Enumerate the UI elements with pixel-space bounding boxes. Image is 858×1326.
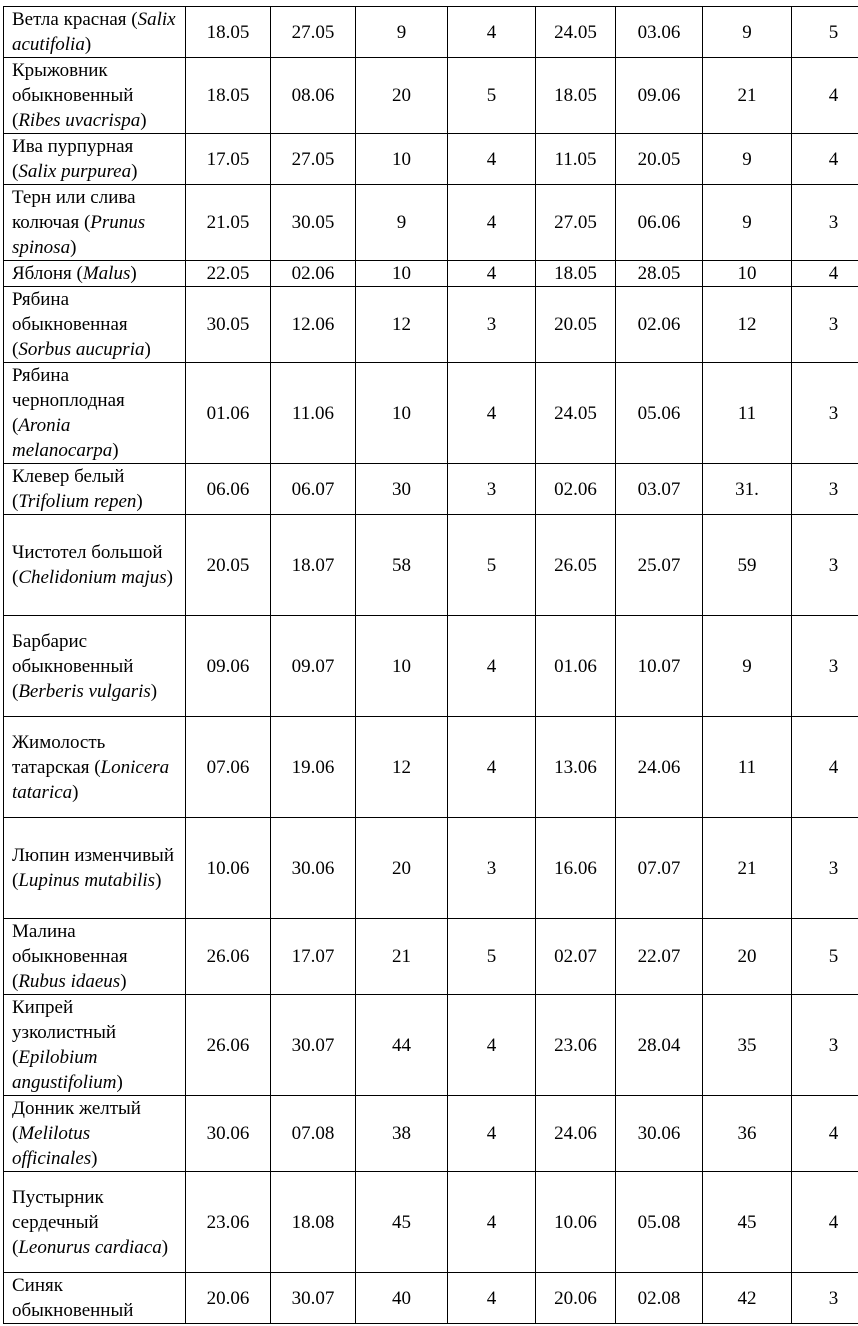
plant-name: Малина обыкновенная	[12, 921, 128, 967]
plant-latin-name: Prunus spinosa	[12, 212, 145, 258]
plant-name-cell: Клевер белый (Trifolium repen)	[4, 464, 186, 515]
plant-latin-name: Lonicera tatarica	[12, 757, 169, 803]
value-cell: 18.05	[536, 58, 616, 134]
plant-name-cell: Люпин изменчивый (Lupinus mutabilis)	[4, 818, 186, 919]
plant-name: Кипрей узколистный	[12, 997, 116, 1043]
value-cell: 3	[792, 185, 858, 261]
value-cell: 30.05	[186, 287, 271, 363]
value-cell: 3	[792, 464, 858, 515]
plant-name-cell: Рябина обыкновенная (Sorbus aucupria)	[4, 287, 186, 363]
table-row	[4, 1096, 858, 1172]
value-cell: 5	[448, 919, 536, 995]
value-cell: 22.07	[616, 919, 703, 995]
plant-name-cell: Барбарис обыкновенный (Berberis vulgaris)	[4, 616, 186, 717]
table-row	[4, 515, 858, 616]
plant-name: Пустырник сердечный	[12, 1187, 104, 1233]
value-cell: 12	[703, 287, 792, 363]
plant-latin-name: Rubus idaeus	[18, 971, 120, 992]
value-cell: 30.06	[271, 818, 356, 919]
plant-name: Жимолость татарская	[12, 732, 105, 778]
value-cell: 42	[703, 1273, 792, 1324]
plant-name: Ветла красная	[12, 9, 127, 30]
plant-name: Терн или слива колючая	[12, 187, 136, 233]
plant-name: Рябина черноплодная	[12, 365, 125, 411]
value-cell: 17.07	[271, 919, 356, 995]
value-cell: 09.07	[271, 616, 356, 717]
value-cell: 24.05	[536, 363, 616, 464]
value-cell: 23.06	[536, 995, 616, 1096]
value-cell: 3	[792, 818, 858, 919]
value-cell: 10	[356, 616, 448, 717]
plant-name-cell: Пустырник сердечный (Leonurus cardiaca)	[4, 1172, 186, 1273]
value-cell: 3	[792, 363, 858, 464]
value-cell: 21	[703, 58, 792, 134]
value-cell: 10	[356, 134, 448, 185]
value-cell: 20	[356, 818, 448, 919]
plant-name-cell: Донник желтый (Melilotus officinales)	[4, 1096, 186, 1172]
plant-latin-name: Berberis vulgaris	[18, 681, 150, 702]
value-cell: 28.05	[616, 261, 703, 287]
value-cell: 4	[792, 134, 858, 185]
value-cell: 12	[356, 717, 448, 818]
plant-name-cell: Кипрей узколистный (Epilobium angustifolium)	[4, 995, 186, 1096]
value-cell: 5	[448, 515, 536, 616]
value-cell: 02.08	[616, 1273, 703, 1324]
plant-name: Донник желтый	[12, 1098, 141, 1119]
value-cell: 9	[703, 7, 792, 58]
plant-name: Люпин изменчивый	[12, 845, 174, 866]
value-cell: 5	[792, 919, 858, 995]
value-cell: 27.05	[271, 7, 356, 58]
value-cell: 07.07	[616, 818, 703, 919]
value-cell: 24.06	[536, 1096, 616, 1172]
plant-latin-name: Melilotus officinales	[12, 1123, 91, 1169]
value-cell: 27.05	[271, 134, 356, 185]
plant-latin-name: Chelidonium majus	[18, 567, 166, 588]
value-cell: 28.04	[616, 995, 703, 1096]
value-cell: 06.06	[186, 464, 271, 515]
plant-latin-name: Salix acutifolia	[12, 9, 176, 55]
value-cell: 27.05	[536, 185, 616, 261]
plant-name-cell: Терн или слива колючая (Prunus spinosa)	[4, 185, 186, 261]
value-cell: 05.08	[616, 1172, 703, 1273]
value-cell: 4	[448, 1172, 536, 1273]
value-cell: 3	[792, 515, 858, 616]
value-cell: 06.07	[271, 464, 356, 515]
value-cell: 19.06	[271, 717, 356, 818]
value-cell: 4	[448, 616, 536, 717]
value-cell: 4	[448, 717, 536, 818]
plant-name-cell: Малина обыкновенная (Rubus idaeus)	[4, 919, 186, 995]
value-cell: 30	[356, 464, 448, 515]
value-cell: 4	[792, 58, 858, 134]
value-cell: 3	[792, 287, 858, 363]
table-row	[4, 363, 858, 464]
value-cell: 45	[356, 1172, 448, 1273]
plant-name: Барбарис обыкновенный	[12, 631, 133, 677]
value-cell: 36	[703, 1096, 792, 1172]
value-cell: 38	[356, 1096, 448, 1172]
value-cell: 24.05	[536, 7, 616, 58]
value-cell: 03.06	[616, 7, 703, 58]
value-cell: 59	[703, 515, 792, 616]
value-cell: 25.07	[616, 515, 703, 616]
value-cell: 4	[448, 134, 536, 185]
table-row	[4, 995, 858, 1096]
plant-name: Рябина обыкновенная	[12, 289, 128, 335]
value-cell: 3	[448, 464, 536, 515]
value-cell: 09.06	[616, 58, 703, 134]
plant-name: Чистотел большой	[12, 542, 163, 563]
table-row	[4, 919, 858, 995]
value-cell: 11	[703, 363, 792, 464]
value-cell: 30.05	[271, 185, 356, 261]
value-cell: 20	[356, 58, 448, 134]
value-cell: 10	[356, 363, 448, 464]
value-cell: 31.	[703, 464, 792, 515]
value-cell: 44	[356, 995, 448, 1096]
plant-latin-name: Aronia melanocarpa	[12, 415, 112, 461]
value-cell: 4	[448, 1273, 536, 1324]
plant-name-cell: Ветла красная (Salix acutifolia)	[4, 7, 186, 58]
value-cell: 01.06	[536, 616, 616, 717]
value-cell: 9	[703, 185, 792, 261]
value-cell: 11.05	[536, 134, 616, 185]
value-cell: 4	[792, 1172, 858, 1273]
value-cell: 09.06	[186, 616, 271, 717]
value-cell: 4	[448, 7, 536, 58]
value-cell: 21	[703, 818, 792, 919]
table-row	[4, 616, 858, 717]
value-cell: 13.06	[536, 717, 616, 818]
value-cell: 12	[356, 287, 448, 363]
table-row	[4, 818, 858, 919]
value-cell: 02.06	[616, 287, 703, 363]
value-cell: 20.05	[616, 134, 703, 185]
value-cell: 3	[792, 1273, 858, 1324]
value-cell: 03.07	[616, 464, 703, 515]
value-cell: 45	[703, 1172, 792, 1273]
value-cell: 5	[792, 7, 858, 58]
value-cell: 20.05	[186, 515, 271, 616]
value-cell: 40	[356, 1273, 448, 1324]
plant-name: Клевер белый	[12, 466, 124, 487]
plant-name: Ива пурпурная	[12, 136, 133, 157]
value-cell: 18.05	[186, 58, 271, 134]
plant-latin-name: Salix purpurea	[18, 161, 131, 182]
value-cell: 01.06	[186, 363, 271, 464]
value-cell: 30.06	[186, 1096, 271, 1172]
value-cell: 4	[448, 185, 536, 261]
plant-latin-name: Leonurus cardiaca	[18, 1237, 161, 1258]
value-cell: 20.05	[536, 287, 616, 363]
value-cell: 02.06	[536, 464, 616, 515]
value-cell: 10.06	[186, 818, 271, 919]
value-cell: 4	[792, 261, 858, 287]
value-cell: 20.06	[186, 1273, 271, 1324]
value-cell: 4	[448, 261, 536, 287]
plant-name-cell: Жимолость татарская (Lonicera tatarica)	[4, 717, 186, 818]
value-cell: 10	[703, 261, 792, 287]
plant-name: Крыжовник обыкновенный	[12, 60, 133, 106]
value-cell: 21.05	[186, 185, 271, 261]
value-cell: 12.06	[271, 287, 356, 363]
value-cell: 06.06	[616, 185, 703, 261]
plant-latin-name: Lupinus mutabilis	[18, 870, 155, 891]
value-cell: 9	[356, 185, 448, 261]
table-row	[4, 464, 858, 515]
plant-name: Яблоня	[12, 263, 72, 284]
value-cell: 18.05	[186, 7, 271, 58]
phenology-table	[3, 6, 858, 1324]
value-cell: 4	[792, 1096, 858, 1172]
value-cell: 10	[356, 261, 448, 287]
plant-latin-name: Sorbus aucupria	[18, 339, 144, 360]
value-cell: 4	[448, 995, 536, 1096]
value-cell: 05.06	[616, 363, 703, 464]
value-cell: 18.08	[271, 1172, 356, 1273]
value-cell: 5	[448, 58, 536, 134]
value-cell: 21	[356, 919, 448, 995]
plant-latin-name: Malus	[83, 263, 131, 284]
table-row	[4, 185, 858, 261]
plant-name-cell: Яблоня (Malus)	[4, 261, 186, 287]
value-cell: 20	[703, 919, 792, 995]
value-cell: 3	[448, 287, 536, 363]
table-row	[4, 1172, 858, 1273]
value-cell: 26.06	[186, 995, 271, 1096]
plant-name-cell: Рябина черноплодная (Aronia melanocarpa)	[4, 363, 186, 464]
value-cell: 30.06	[616, 1096, 703, 1172]
plant-latin-name: Epilobium angustifolium	[12, 1047, 117, 1093]
value-cell: 4	[448, 363, 536, 464]
table-row	[4, 717, 858, 818]
value-cell: 3	[448, 818, 536, 919]
value-cell: 30.07	[271, 1273, 356, 1324]
table-body	[4, 7, 858, 1324]
table-row	[4, 1273, 858, 1324]
plant-name-cell	[4, 1273, 186, 1324]
value-cell: 26.05	[536, 515, 616, 616]
value-cell: 23.06	[186, 1172, 271, 1273]
plant-latin-name: Trifolium repen	[18, 491, 136, 512]
value-cell: 22.05	[186, 261, 271, 287]
value-cell: 35	[703, 995, 792, 1096]
value-cell: 24.06	[616, 717, 703, 818]
plant-name-cell: Крыжовник обыкновенный (Ribes uvacrispa)	[4, 58, 186, 134]
value-cell: 07.06	[186, 717, 271, 818]
value-cell: 9	[703, 134, 792, 185]
table-row	[4, 7, 858, 58]
value-cell: 3	[792, 995, 858, 1096]
value-cell: 16.06	[536, 818, 616, 919]
value-cell: 17.05	[186, 134, 271, 185]
value-cell: 18.05	[536, 261, 616, 287]
value-cell: 11	[703, 717, 792, 818]
table-row	[4, 261, 858, 287]
value-cell: 18.07	[271, 515, 356, 616]
value-cell: 9	[703, 616, 792, 717]
plant-latin-name: Ribes uvacrispa	[18, 110, 140, 131]
value-cell: 9	[356, 7, 448, 58]
value-cell: 11.06	[271, 363, 356, 464]
value-cell: 10.06	[536, 1172, 616, 1273]
value-cell: 07.08	[271, 1096, 356, 1172]
plant-name-cell: Ива пурпурная (Salix purpurea)	[4, 134, 186, 185]
value-cell: 4	[448, 1096, 536, 1172]
value-cell: 02.07	[536, 919, 616, 995]
value-cell: 02.06	[271, 261, 356, 287]
table-row	[4, 287, 858, 363]
value-cell: 58	[356, 515, 448, 616]
value-cell: 3	[792, 616, 858, 717]
value-cell: 26.06	[186, 919, 271, 995]
plant-name-cell: Чистотел большой (Chelidonium majus)	[4, 515, 186, 616]
plant-name: Синяк обыкновенный	[12, 1275, 133, 1321]
value-cell: 30.07	[271, 995, 356, 1096]
table-row	[4, 134, 858, 185]
table-row	[4, 58, 858, 134]
value-cell: 08.06	[271, 58, 356, 134]
value-cell: 20.06	[536, 1273, 616, 1324]
value-cell: 10.07	[616, 616, 703, 717]
value-cell: 4	[792, 717, 858, 818]
